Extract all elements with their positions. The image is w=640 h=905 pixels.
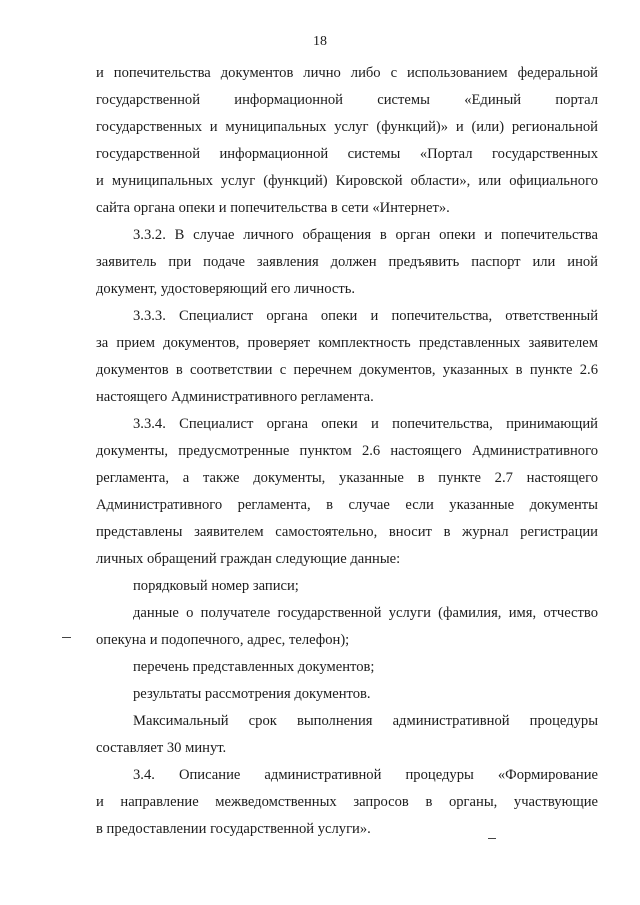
text-line: государственных и муниципальных услуг (функций)» и (или) региональной [96,119,598,135]
text-line: личных обращений граждан следующие данные: [96,551,401,567]
text-line: за прием документов, проверяет комплектность представленных заявителем [96,335,598,351]
text-line: результаты рассмотрения документов. [133,686,371,702]
text-line: опекуна и подопечного, адрес, телефон); [96,632,350,648]
text-line: 3.3.4. Специалист органа опеки и попечительства, принимающий [133,416,598,432]
text-line: Административного регламента, в случае если указанные документы [96,497,598,513]
text-line: в предоставлении государственной услуги». [96,821,371,837]
text-line: представлены заявителем самостоятельно, вносит в журнал регистрации [96,524,598,540]
text-line: и муниципальных услуг (функций) Кировской области», или официального [96,173,598,189]
text-line: данные о получателе государственной услуги (фамилия, имя, отчество [133,605,598,621]
page-number: 18 [313,34,327,49]
text-line: заявитель при подаче заявления должен предъявить паспорт или иной [96,254,598,270]
text-line: 3.3.2. В случае личного обращения в орган опеки и попечительства [133,227,598,243]
text-line: документы, предусмотренные пунктом 2.6 настоящего Административного [96,443,598,459]
text-line: сайта органа опеки и попечительства в сети «Интернет». [96,200,450,216]
text-line: и направление межведомственных запросов в органы, участвующие [96,794,598,810]
text-line: регламента, а также документы, указанные в пункте 2.7 настоящего [96,470,598,486]
text-line: документов в соответствии с перечнем документов, указанных в пункте 2.6 [96,362,598,378]
text-line: государственной информационной системы «Портал государственных [96,146,598,162]
text-line: государственной информационной системы «Единый портал [96,92,598,108]
text-line: 3.4. Описание административной процедуры «Формирование [133,767,598,783]
text-line: и попечительства документов лично либо с использованием федеральной [96,65,598,81]
text-line: порядковый номер записи; [133,578,299,594]
text-line: перечень представленных документов; [133,659,375,675]
text-line: 3.3.3. Специалист органа опеки и попечительства, ответственный [133,308,598,324]
text-line: документ, удостоверяющий его личность. [96,281,356,297]
scan-mark [62,637,71,638]
text-line: составляет 30 минут. [96,740,227,756]
text-line: Максимальный срок выполнения административной процедуры [133,713,598,729]
text-line: настоящего Административного регламента. [96,389,374,405]
scan-mark [488,838,496,839]
